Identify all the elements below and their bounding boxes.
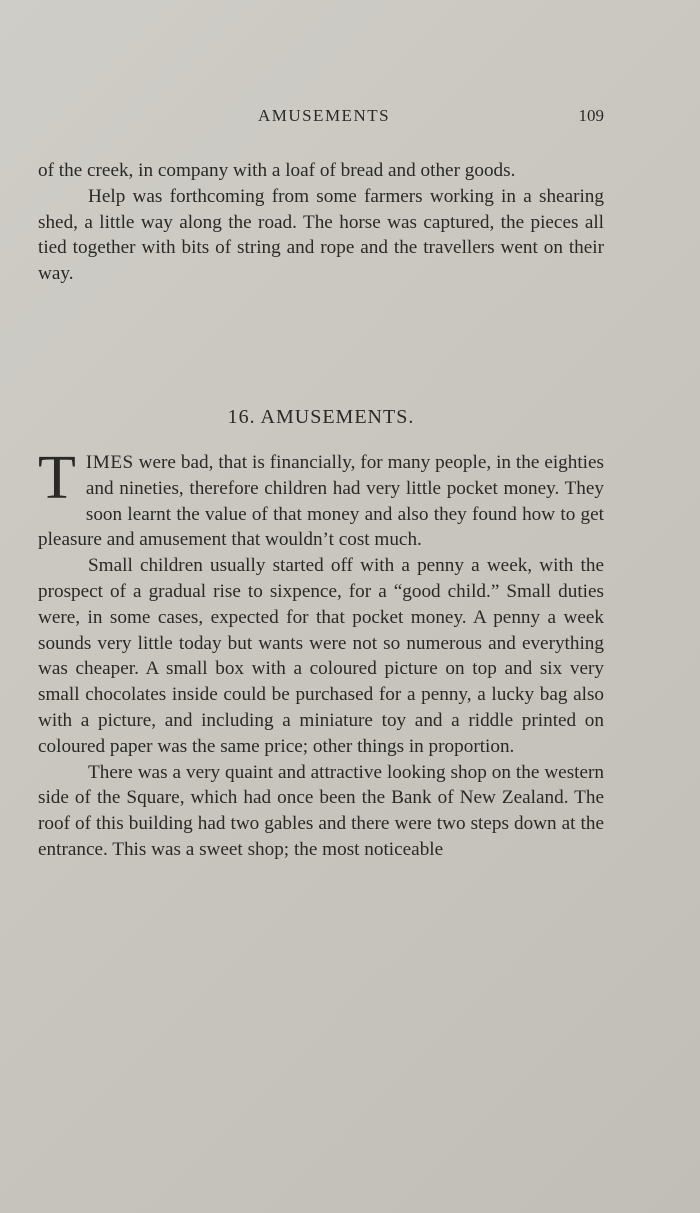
continuation-text	[38, 158, 604, 287]
section-paragraph-3: There was a very quaint and attractive looking shop on the western side of the Square, which had once been the Bank of New Zealand. The roof of this building had two gables and there were two steps down at the entrance. This was a sweet shop; the most noticeable	[38, 761, 604, 860]
drop-cap: T	[38, 444, 76, 512]
continuation-paragraph-1: of the creek, in company with a loaf of bread and other goods.	[38, 160, 516, 181]
running-title: AMUSEMENTS	[257, 106, 391, 125]
section-heading: 16. AMUSEMENTS.	[227, 406, 415, 428]
page-number: 109	[578, 106, 604, 125]
running-head	[38, 106, 604, 130]
section-paragraph-1-text: were bad, that is financially, for many people, in the eighties and nineties, therefore children had very little pocket money. They soon learnt the value of that money and also they found how to get pleasure and amusement that wouldn’t cost much.	[38, 452, 604, 551]
continuation-paragraph-2: Help was forthcoming from some farmers working in a shearing shed, a little way along the road. The horse was captured, the pieces all tied together with bits of string and rope and the travellers went on their way.	[38, 185, 604, 285]
section-text	[38, 444, 604, 863]
lead-caps: IMES	[85, 452, 134, 473]
section-paragraph-1	[38, 444, 604, 553]
section-paragraph-2: Small children usually started off with a penny a week, with the prospect of a gradual rise to sixpence, for a “good child.” Small duties were, in some cases, expected for that pocket money. A penny a week sounds very little today but wants were not so numerous and everything was cheaper. A small box with a coloured picture on top and six very small chocolates inside could be purchased for a penny, a lucky bag also with a picture, and including a miniature toy and a riddle printed on coloured paper was the same price; other things in proportion.	[38, 555, 604, 757]
